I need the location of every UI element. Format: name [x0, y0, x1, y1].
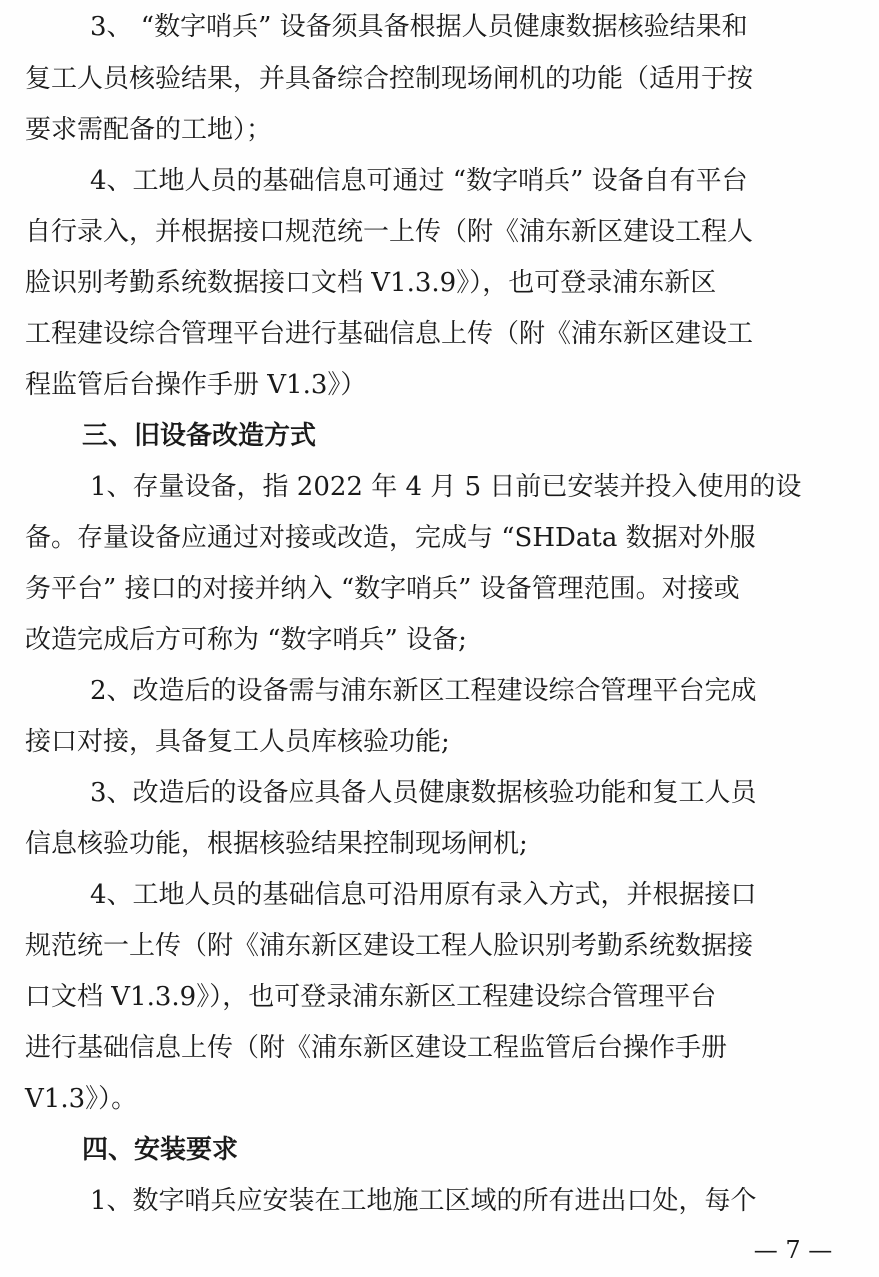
heading-text: 四、安装要求	[82, 1135, 239, 1165]
section-heading	[0, 410, 879, 462]
body-line	[0, 155, 879, 207]
body-line	[0, 767, 879, 819]
line-text: 1、数字哨兵应安装在工地施工区域的所有进出口处，每个	[90, 1186, 757, 1216]
body-line	[0, 563, 879, 615]
line-text: 备。存量设备应通过对接或改造，完成与 “SHData 数据对外服	[25, 523, 756, 553]
line-text: 工程建设综合管理平台进行基础信息上传（附《浦东新区建设工	[25, 319, 754, 349]
line-text: 1、存量设备，指 2022 年 4 月 5 日前已安装并投入使用的设	[90, 472, 802, 502]
body-line	[0, 869, 879, 921]
line-text: 要求需配备的工地）；	[25, 115, 273, 145]
body-line	[0, 206, 879, 258]
body-line	[0, 359, 879, 411]
body-line	[0, 614, 879, 666]
body-line	[0, 308, 879, 360]
line-text: 4、工地人员的基础信息可沿用原有录入方式，并根据接口	[90, 880, 757, 910]
body-line	[0, 971, 879, 1023]
body-line	[0, 1, 879, 53]
body-line	[0, 104, 879, 156]
body-line	[0, 818, 879, 870]
line-text: 改造完成后方可称为 “数字哨兵” 设备;	[25, 625, 467, 655]
line-text: 3、改造后的设备应具备人员健康数据核验功能和复工人员	[90, 778, 757, 808]
section-heading	[0, 1124, 879, 1176]
line-text: 复工人员核验结果，并具备综合控制现场闸机的功能（适用于按	[25, 64, 754, 94]
body-line	[0, 512, 879, 564]
line-text: 4、工地人员的基础信息可通过 “数字哨兵” 设备自有平台	[90, 166, 748, 196]
page-number: — 7 —	[753, 1236, 833, 1264]
line-text: 3、 “数字哨兵” 设备须具备根据人员健康数据核验结果和	[90, 12, 748, 42]
body-line	[0, 716, 879, 768]
line-text: 规范统一上传（附《浦东新区建设工程人脸识别考勤系统数据接	[25, 931, 754, 961]
line-text: 接口对接，具备复工人员库核验功能;	[25, 727, 450, 757]
line-text: 2、改造后的设备需与浦东新区工程建设综合管理平台完成	[90, 676, 757, 706]
line-text: 程监管后台操作手册 V1.3》）	[25, 370, 367, 400]
body-line	[0, 665, 879, 717]
heading-text: 三、旧设备改造方式	[82, 421, 317, 451]
line-text: 进行基础信息上传（附《浦东新区建设工程监管后台操作手册	[25, 1033, 728, 1063]
line-text: 务平台” 接口的对接并纳入 “数字哨兵” 设备管理范围。对接或	[25, 574, 740, 604]
body-line	[0, 1175, 879, 1227]
line-text: 脸识别考勤系统数据接口文档 V1.3.9》），也可登录浦东新区	[25, 268, 717, 298]
line-text: V1.3》）。	[25, 1084, 138, 1114]
body-line	[0, 257, 879, 309]
body-line	[0, 1022, 879, 1074]
body-line	[0, 920, 879, 972]
body-line	[0, 53, 879, 105]
body-line	[0, 1073, 879, 1125]
body-line	[0, 461, 879, 513]
line-text: 自行录入，并根据接口规范统一上传（附《浦东新区建设工程人	[25, 217, 754, 247]
line-text: 口文档 V1.3.9》），也可登录浦东新区工程建设综合管理平台	[25, 982, 717, 1012]
line-text: 信息核验功能，根据核验结果控制现场闸机;	[25, 829, 528, 859]
